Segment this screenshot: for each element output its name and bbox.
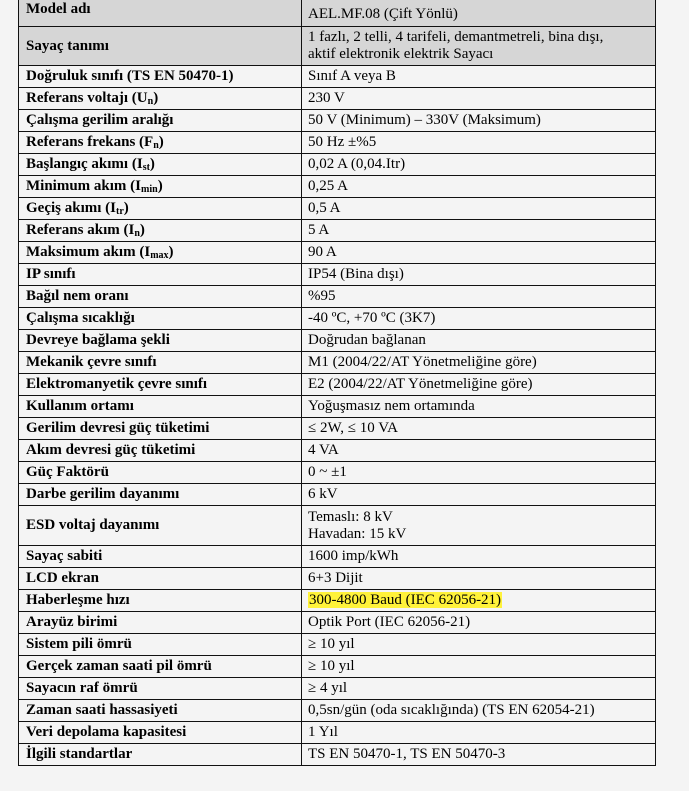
spec-row	[19, 66, 656, 88]
spec-label	[19, 462, 302, 484]
spec-row	[19, 722, 656, 744]
spec-value	[302, 506, 656, 546]
spec-label-subscript: max	[150, 250, 169, 261]
spec-row	[19, 440, 656, 462]
spec-label-text: ESD voltaj dayanımı	[26, 517, 160, 533]
spec-value-line	[308, 509, 651, 526]
spec-label	[19, 154, 302, 176]
spec-label-text: Çalışma sıcaklığı	[26, 310, 135, 326]
spec-value-line	[308, 464, 651, 481]
spec-label	[19, 264, 302, 286]
spec-label	[19, 286, 302, 308]
spec-label-text: Referans frekans (F	[26, 134, 154, 150]
spec-value-text: 1 Yıl	[308, 724, 338, 740]
spec-value	[302, 656, 656, 678]
spec-label-subscript: min	[141, 184, 158, 195]
spec-value	[302, 352, 656, 374]
spec-value-line	[308, 244, 651, 261]
spec-value-line	[308, 746, 651, 763]
spec-label	[19, 506, 302, 546]
spec-value	[302, 242, 656, 264]
spec-row	[19, 484, 656, 506]
spec-value-line	[308, 6, 651, 23]
spec-value-text: 0,5 A	[308, 200, 341, 216]
spec-label-text: Başlangıç akımı (I	[26, 156, 143, 172]
spec-value-text: AEL.MF.08 (Çift Yönlü)	[308, 5, 458, 22]
spec-label-text: Veri depolama kapasitesi	[26, 724, 187, 740]
spec-value-text: Optik Port (IEC 62056-21)	[308, 614, 471, 630]
spec-row	[19, 700, 656, 722]
spec-row	[19, 242, 656, 264]
spec-value-text: aktif elektronik elektrik Sayacı	[308, 46, 494, 62]
spec-row	[19, 264, 656, 286]
spec-label-text: Referans voltajı (U	[26, 90, 148, 106]
spec-label	[19, 110, 302, 132]
spec-label-text: IP sınıfı	[26, 266, 76, 282]
spec-label	[19, 440, 302, 462]
spec-value-line	[308, 486, 651, 503]
spec-label	[19, 198, 302, 220]
spec-value-line	[308, 310, 651, 327]
spec-value	[302, 700, 656, 722]
spec-label-subscript: tr	[116, 206, 124, 217]
spec-value-line	[308, 548, 651, 565]
spec-row	[19, 634, 656, 656]
spec-value-line	[308, 614, 651, 631]
spec-value	[302, 88, 656, 110]
spec-label	[19, 88, 302, 110]
spec-value	[302, 678, 656, 700]
spec-value-text: %95	[308, 288, 336, 304]
spec-label	[19, 176, 302, 198]
spec-value-text: 5 A	[308, 222, 330, 238]
spec-label	[19, 634, 302, 656]
spec-value-text: M1 (2004/22/AT Yönetmeliğine göre)	[308, 354, 537, 370]
spec-value	[302, 154, 656, 176]
spec-value-text: 0,25 A	[308, 178, 349, 194]
spec-label	[19, 546, 302, 568]
spec-value-text: 4 VA	[308, 442, 339, 458]
spec-row	[19, 506, 656, 546]
spec-value-text: TS EN 50470-1, TS EN 50470-3	[308, 746, 506, 762]
spec-label	[19, 220, 302, 242]
spec-label-text: Darbe gerilim dayanımı	[26, 486, 180, 502]
spec-label-text: Devreye bağlama şekli	[26, 332, 170, 348]
spec-value-text: 0,5sn/gün (oda sıcaklığında) (TS EN 62054-21)	[308, 702, 595, 718]
spec-label-text: Arayüz birimi	[26, 614, 118, 630]
spec-label-text: Doğruluk sınıfı (TS EN 50470-1)	[26, 68, 234, 84]
spec-value	[302, 568, 656, 590]
highlighted-value: 300-4800 Baud (IEC 62056-21)	[309, 592, 502, 608]
spec-row	[19, 418, 656, 440]
spec-value-line	[308, 90, 651, 107]
spec-value	[302, 308, 656, 330]
spec-value-text: Havadan: 15 kV	[308, 525, 407, 542]
spec-row	[19, 396, 656, 418]
spec-row	[19, 132, 656, 154]
spec-label	[19, 396, 302, 418]
spec-label	[19, 66, 302, 88]
spec-row	[19, 110, 656, 132]
spec-label-subscript: n	[147, 96, 154, 107]
spec-value-text: 0 ~ ±1	[308, 464, 347, 480]
spec-value	[302, 722, 656, 744]
spec-label-text: İlgili standartlar	[26, 746, 133, 762]
spec-label	[19, 590, 302, 612]
spec-label-suffix: )	[158, 134, 164, 150]
spec-label-subscript: n	[134, 228, 140, 239]
spec-value	[302, 220, 656, 242]
spec-label-text: Elektromanyetik çevre sınıfı	[26, 376, 208, 392]
spec-label-suffix: )	[168, 244, 174, 260]
spec-label-subscript: n	[153, 140, 159, 151]
spec-row	[19, 568, 656, 590]
spec-row	[19, 462, 656, 484]
spec-label-text: Bağıl nem oranı	[26, 288, 129, 304]
spec-label-text: LCD ekran	[26, 570, 99, 586]
spec-value-line	[308, 442, 651, 459]
spec-value-line	[308, 636, 651, 653]
spec-value-text: ≥ 10 yıl	[308, 636, 355, 652]
spec-label	[19, 700, 302, 722]
spec-label-suffix: )	[153, 90, 159, 106]
spec-value-line	[308, 46, 651, 63]
spec-value	[302, 374, 656, 396]
spec-label	[19, 330, 302, 352]
spec-value	[302, 0, 656, 27]
spec-value	[302, 418, 656, 440]
spec-label	[19, 242, 302, 264]
spec-label-suffix: )	[149, 156, 155, 172]
spec-label-text: Minimum akım (I	[26, 178, 142, 194]
spec-value	[302, 27, 656, 66]
spec-row	[19, 656, 656, 678]
spec-value-line	[308, 570, 651, 587]
spec-value-line	[308, 178, 651, 195]
spec-value	[302, 462, 656, 484]
spec-label-text: Kullanım ortamı	[26, 398, 134, 414]
spec-table-body	[19, 0, 656, 766]
spec-value-text: Yoğuşmasız nem ortamında	[308, 398, 475, 414]
spec-label-suffix: )	[157, 178, 163, 194]
spec-label-text: Model adı	[26, 1, 91, 17]
spec-value-text: Sınıf A veya B	[308, 68, 396, 84]
spec-label-suffix: )	[139, 222, 145, 238]
spec-label	[19, 744, 302, 766]
spec-label	[19, 352, 302, 374]
spec-label	[19, 722, 302, 744]
spec-value-text: 1 fazlı, 2 telli, 4 tarifeli, demantmetreli, bina dışı,	[308, 29, 604, 45]
spec-value	[302, 264, 656, 286]
spec-value-line	[308, 332, 651, 349]
spec-label-text: Akım devresi güç tüketimi	[26, 442, 196, 458]
spec-value-text: ≥ 4 yıl	[308, 680, 348, 696]
spec-row	[19, 308, 656, 330]
spec-label-text: Çalışma gerilim aralığı	[26, 112, 174, 128]
spec-value-text: 1600 imp/kWh	[308, 548, 399, 564]
spec-value-line	[308, 288, 651, 305]
spec-label	[19, 612, 302, 634]
spec-value	[302, 286, 656, 308]
spec-row	[19, 330, 656, 352]
spec-value-text: ≥ 10 yıl	[308, 658, 355, 674]
spec-value-line	[308, 354, 651, 371]
spec-label-text: Haberleşme hızı	[26, 592, 130, 608]
spec-label	[19, 308, 302, 330]
spec-label	[19, 418, 302, 440]
spec-row	[19, 27, 656, 66]
spec-row	[19, 220, 656, 242]
spec-label	[19, 27, 302, 66]
spec-row	[19, 176, 656, 198]
spec-value-text: 6 kV	[308, 486, 338, 502]
spec-value-line	[308, 134, 651, 151]
spec-value	[302, 198, 656, 220]
spec-value	[302, 176, 656, 198]
spec-value-text: E2 (2004/22/AT Yönetmeliğine göre)	[308, 376, 533, 392]
spec-label-text: Sistem pili ömrü	[26, 636, 132, 652]
spec-label-text: Zaman saati hassasiyeti	[26, 702, 178, 718]
spec-label	[19, 132, 302, 154]
spec-value-text: ≤ 2W, ≤ 10 VA	[308, 420, 398, 436]
spec-value	[302, 396, 656, 418]
spec-value-text: 6+3 Dijit	[308, 570, 363, 586]
spec-row	[19, 374, 656, 396]
spec-value-text: Temaslı: 8 kV	[308, 508, 393, 525]
spec-label-text: Güç Faktörü	[26, 464, 109, 480]
spec-row	[19, 612, 656, 634]
spec-value-line	[308, 266, 651, 283]
spec-value-text: 50 V (Minimum) – 330V (Maksimum)	[308, 112, 541, 128]
spec-row	[19, 352, 656, 374]
spec-value-text: 90 A	[308, 244, 337, 260]
spec-label	[19, 678, 302, 700]
spec-label-text: Mekanik çevre sınıfı	[26, 354, 157, 370]
spec-value-line	[308, 398, 651, 415]
spec-row	[19, 678, 656, 700]
spec-row	[19, 286, 656, 308]
spec-value-text: 50 Hz ±%5	[308, 134, 377, 150]
spec-row	[19, 88, 656, 110]
spec-value-line	[308, 68, 651, 85]
spec-value	[302, 132, 656, 154]
spec-value-text: -40 ºC, +70 ºC (3K7)	[308, 310, 436, 326]
spec-value	[302, 744, 656, 766]
spec-value-line	[308, 200, 651, 217]
spec-label	[19, 484, 302, 506]
spec-value-line	[308, 420, 651, 437]
spec-value-text: 230 V	[308, 90, 345, 106]
spec-label-text: Gerçek zaman saati pil ömrü	[26, 658, 212, 674]
spec-value	[302, 634, 656, 656]
spec-label-text: Maksimum akım (I	[26, 244, 151, 260]
spec-value	[302, 590, 656, 612]
spec-value-text: IP54 (Bina dışı)	[308, 266, 404, 282]
spec-value	[302, 66, 656, 88]
meter-spec-table	[18, 0, 656, 766]
spec-row	[19, 0, 656, 27]
spec-value	[302, 330, 656, 352]
spec-value	[302, 546, 656, 568]
spec-value-line	[308, 376, 651, 393]
spec-value-line	[308, 724, 651, 741]
spec-label-text: Sayaç sabiti	[26, 548, 103, 564]
spec-value-line	[308, 658, 651, 675]
spec-value-line	[308, 156, 651, 173]
spec-value	[302, 110, 656, 132]
spec-value	[302, 484, 656, 506]
spec-value-text: Doğrudan bağlanan	[308, 332, 426, 348]
spec-value	[302, 440, 656, 462]
spec-row	[19, 154, 656, 176]
spec-value	[302, 612, 656, 634]
spec-label	[19, 374, 302, 396]
spec-label-suffix: )	[123, 200, 129, 216]
spec-value-line	[308, 680, 651, 697]
spec-value-line	[308, 222, 651, 239]
spec-row	[19, 546, 656, 568]
spec-value-line	[308, 112, 651, 129]
spec-row	[19, 744, 656, 766]
spec-label-text: Geçiş akımı (I	[26, 200, 116, 216]
spec-label	[19, 0, 302, 27]
spec-label-text: Sayacın raf ömrü	[26, 680, 138, 696]
spec-value-text: 0,02 A (0,04.Itr)	[308, 156, 406, 172]
spec-label-subscript: st	[142, 162, 150, 173]
spec-label	[19, 568, 302, 590]
spec-value-line	[308, 526, 651, 543]
spec-label-text: Referans akım (I	[26, 222, 135, 238]
spec-value-line	[308, 592, 651, 609]
spec-label-text: Sayaç tanımı	[26, 37, 109, 54]
spec-value-line	[308, 702, 651, 719]
spec-label	[19, 656, 302, 678]
spec-value-line	[308, 29, 651, 46]
spec-label-text: Gerilim devresi güç tüketimi	[26, 420, 210, 436]
spec-row	[19, 590, 656, 612]
spec-row	[19, 198, 656, 220]
